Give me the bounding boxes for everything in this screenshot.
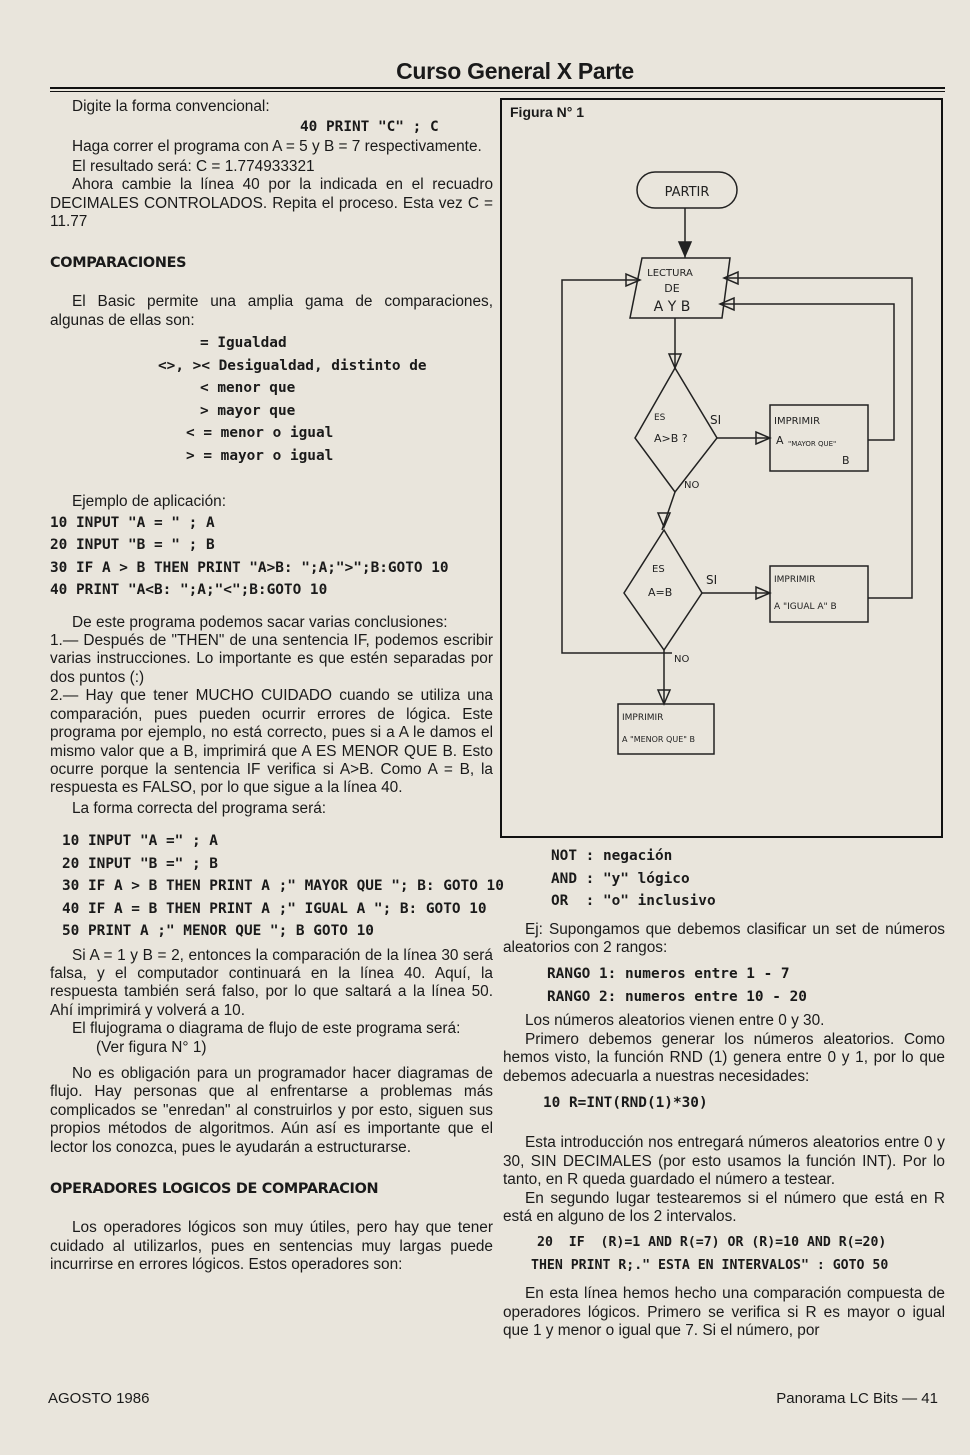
code-40c: 40 PRINT "C" ; C xyxy=(300,119,439,136)
code-line: 50 PRINT A ;" MENOR QUE "; B GOTO 10 xyxy=(62,923,374,940)
p-random: Los números aleatorios vienen entre 0 y 30. xyxy=(525,1012,825,1030)
flowchart-labels xyxy=(502,100,945,840)
p-run: Haga correr el programa con A = 5 y B = 7 respectivamente. xyxy=(72,138,482,156)
comparison-item: <>, >< Desigualdad, distinto de xyxy=(158,357,427,374)
footer-date: AGOSTO 1986 xyxy=(48,1390,150,1407)
dec1-label-1: ES xyxy=(654,413,666,423)
p-conclusion-2: 2.— Hay que tener MUCHO CUIDADO cuando se utiliza una comparación, pues pueden ocurrir errores de lógica. Este programa por ejemplo, no está correcto, pues si a A le damos el mismo valor que a B, imprimirá que A ES MENOR QUE B. Esto ocurre porque la sentencia IF verifica si A>B. Como A = B, la respuesta es FALSO, por lo que sigue a la línea 40. xyxy=(50,687,493,797)
operator-item: OR : "o" inclusivo xyxy=(551,893,716,909)
footer-page: Panorama LC Bits — 41 xyxy=(776,1390,938,1407)
heading-operadores: OPERADORES LOGICOS DE COMPARACION xyxy=(50,1181,379,1198)
start-label: PARTIR xyxy=(664,185,710,200)
intro-line: Digite la forma convencional: xyxy=(72,98,270,115)
dec2-no: NO xyxy=(674,654,690,665)
code-line: 20 INPUT "B =" ; B xyxy=(62,855,218,872)
figure-title: Figura N° 1 xyxy=(510,104,585,120)
p-second: En segundo lugar testearemos si el número que está en R está en alguno de los 2 intervalos. xyxy=(503,1189,945,1226)
ranges xyxy=(503,963,945,1008)
p-change: Ahora cambie la línea 40 por la indicada en el recuadro DECIMALES CONTROLADOS. Repita el proceso. Esta vez C = 11.77 xyxy=(50,176,493,231)
out3-label: IMPRIMIR xyxy=(622,713,664,723)
comparison-item: > mayor que xyxy=(200,402,296,419)
correct-code xyxy=(50,830,504,943)
comparison-item: = Igualdad xyxy=(200,335,287,352)
code-line: 10 INPUT "A =" ; A xyxy=(62,833,218,850)
p-flow: El flujograma o diagrama de flujo de este programa será: xyxy=(72,1020,461,1038)
p-basic: El Basic permite una amplia gama de comparaciones, algunas de ellas son: xyxy=(50,293,493,329)
title-rule-thin xyxy=(50,91,945,92)
dec1-si: SI xyxy=(710,413,722,427)
code-line: 40 IF A = B THEN PRINT A ;" IGUAL A "; B: GOTO 10 xyxy=(62,900,487,917)
out2-label: IMPRIMIR xyxy=(774,575,816,585)
out1-b: "MAYOR QUE" xyxy=(788,440,837,448)
heading-comparaciones: COMPARACIONES xyxy=(50,255,187,272)
read-label-1: LECTURA xyxy=(647,268,693,279)
p-operators: Los operadores lógicos son muy útiles, pero hay que tener cuidado al utilizarlos, pues en sentencias muy largas puede incurrirse en errores lógicos. Estos operadores son: xyxy=(50,1219,493,1273)
code-line: 30 IF A > B THEN PRINT A ;" MAYOR QUE "; B: GOTO 10 xyxy=(62,878,504,895)
comparison-list xyxy=(50,332,493,467)
range-item: RANGO 2: numeros entre 10 - 20 xyxy=(547,988,807,1005)
p-no-obligacion: No es obligación para un programador hacer diagramas de flujo. Hay personas que al enfrentarse a problemas más complicados se "enredan" al construirlos y por esto, siguen sus propios métodos de algoritmos. Aún así es importante que el lector los conozca, pues le ayudarán a estructurarse. xyxy=(50,1065,493,1156)
p-ejemplo: Ej: Supongamos que debemos clasificar un set de números aleatorios con 2 rangos: xyxy=(503,920,945,956)
out1-c: B xyxy=(842,454,850,467)
dec2-si: SI xyxy=(706,573,718,587)
dec1-label-2: A>B ? xyxy=(654,432,688,445)
p-see-figure: (Ver figura N° 1) xyxy=(96,1038,207,1056)
dec2-label-1: ES xyxy=(652,564,665,575)
code-20a: 20 IF (R)=1 AND R(=7) OR (R)=10 AND R(=20) xyxy=(537,1235,887,1251)
read-label-3: A Y B xyxy=(653,299,691,315)
dec2-label-2: A=B xyxy=(648,586,673,599)
code-line: 20 INPUT "B = " ; B xyxy=(50,537,215,554)
code-line: 40 PRINT "A<B: ";A;"<";B:GOTO 10 xyxy=(50,582,328,599)
comparison-item: > = mayor o igual xyxy=(186,447,334,464)
operator-item: AND : "y" lógico xyxy=(551,870,690,887)
left-column xyxy=(50,98,504,1274)
p-end: En esta línea hemos hecho una comparación compuesta de operadores lógicos. Primero se verifica si R es mayor o igual que 1 y menor o igual que 7. Si el número, por xyxy=(503,1285,945,1340)
p-intro: Esta introducción nos entregará números aleatorios entre 0 y 30, SIN DECIMALES (por esto usamos la función INT). Por lo tanto, en R queda guardado el número a testear. xyxy=(503,1134,945,1189)
code-r: 10 R=INT(RND(1)*30) xyxy=(543,1094,708,1111)
p-conclusions: De este programa podemos sacar varias conclusiones: xyxy=(72,613,448,631)
logic-operators xyxy=(503,845,945,913)
figure-1 xyxy=(500,98,943,838)
comparison-item: < menor que xyxy=(200,380,296,397)
p-correct: La forma correcta del programa será: xyxy=(72,799,327,817)
out1-label: IMPRIMIR xyxy=(774,416,821,427)
operator-item: NOT : negación xyxy=(551,848,673,864)
p-ifab: Si A = 1 y B = 2, entonces la comparación de la línea 30 será falsa, y el computador continuará en la línea 40. Aquí, la respuesta también será falso, por lo que saltará a la línea 50. Ahí imprimirá y volverá a 10. xyxy=(50,946,493,1019)
example-code xyxy=(50,512,493,602)
read-label-2: DE xyxy=(664,282,680,295)
out3-text: A "MENOR QUE" B xyxy=(622,735,695,744)
p-result: El resultado será: C = 1.774933321 xyxy=(72,157,315,175)
dec1-no: NO xyxy=(684,480,700,491)
comparison-item: < = menor o igual xyxy=(186,425,334,442)
p-first: Primero debemos generar los números aleatorios. Como hemos visto, la función RND (1) genera entre 0 y 1, por lo que debemos adecuarla a nuestras necesidades: xyxy=(503,1030,945,1085)
range-item: RANGO 1: numeros entre 1 - 7 xyxy=(547,966,790,983)
code-line: 30 IF A > B THEN PRINT "A>B: ";A;">";B:GOTO 10 xyxy=(50,559,449,576)
out2-text: A "IGUAL A" B xyxy=(774,602,837,612)
right-column xyxy=(503,845,945,1341)
title-rule xyxy=(50,87,945,89)
example-label: Ejemplo de aplicación: xyxy=(72,493,226,511)
out1-a: A xyxy=(776,434,784,447)
p-conclusion-1: 1.— Después de "THEN" de una sentencia IF, podemos escribir varias instrucciones. Lo importante es que estén separadas por dos puntos (:) xyxy=(50,632,493,686)
code-line: 10 INPUT "A = " ; A xyxy=(50,514,215,531)
page-title: Curso General X Parte xyxy=(396,58,634,84)
code-20b: THEN PRINT R;." ESTA EN INTERVALOS" : GOTO 50 xyxy=(531,1257,889,1273)
